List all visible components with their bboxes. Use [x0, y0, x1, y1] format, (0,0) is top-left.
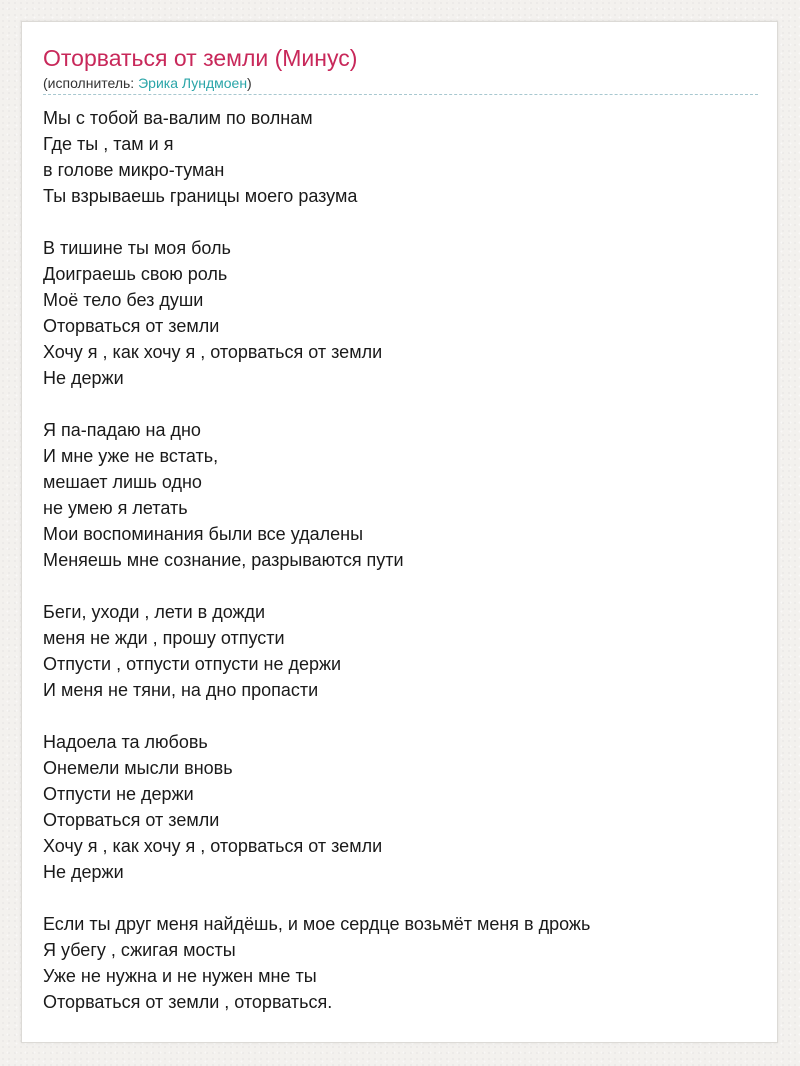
lyrics-card	[21, 21, 778, 1043]
lyric-line: Мои воспоминания были все удалены	[43, 524, 364, 544]
stanza-break	[43, 573, 758, 599]
lyric-line: Ты взрываешь границы моего разума	[43, 186, 358, 206]
lyric-line: Я убегу , сжигая мосты	[43, 940, 236, 960]
lyric-line: Надоела та любовь	[43, 732, 208, 752]
lyric-line: Оторваться от земли , оторваться.	[43, 992, 333, 1012]
title-divider	[43, 94, 758, 95]
artist-line	[43, 74, 252, 92]
lyric-line: Онемели мысли вновь	[43, 758, 233, 778]
lyric-line: в голове микро-туман	[43, 160, 225, 180]
lyric-line: Оторваться от земли	[43, 316, 220, 336]
lyric-line: И мне уже не встать,	[43, 446, 219, 466]
lyric-line: Отпусти , отпусти отпусти не держи	[43, 654, 342, 674]
stanza-break	[43, 885, 758, 911]
lyric-line: В тишине ты моя боль	[43, 238, 231, 258]
lyric-line: не умею я летать	[43, 498, 188, 518]
stanza-break	[43, 209, 758, 235]
lyric-line: Меняешь мне сознание, разрываются пути	[43, 550, 404, 570]
lyric-line: Уже не нужна и не нужен мне ты	[43, 966, 317, 986]
lyric-line: Отпусти не держи	[43, 784, 194, 804]
song-title: Оторваться от земли (Минус)	[43, 45, 358, 71]
lyric-line: Моё тело без души	[43, 290, 204, 310]
lyric-line: меня не жди , прошу отпусти	[43, 628, 285, 648]
artist-prefix: (исполнитель:	[43, 75, 139, 91]
lyric-line: Не держи	[43, 862, 124, 882]
lyric-line: Где ты , там и я	[43, 134, 174, 154]
lyric-line: Хочу я , как хочу я , оторваться от земли	[43, 836, 383, 856]
lyric-line: мешает лишь одно	[43, 472, 202, 492]
lyric-line: Хочу я , как хочу я , оторваться от земли	[43, 342, 383, 362]
lyric-line: Оторваться от земли	[43, 810, 220, 830]
stanza-break	[43, 703, 758, 729]
lyric-line: Беги, уходи , лети в дожди	[43, 602, 266, 622]
lyrics-body	[43, 105, 758, 1015]
lyric-line: Мы с тобой ва-валим по волнам	[43, 108, 313, 128]
lyric-line: Если ты друг меня найдёшь, и мое сердце возьмёт меня в дрожь	[43, 914, 591, 934]
artist-link[interactable]: Эрика Лундмоен	[138, 75, 248, 91]
lyric-line: Я па-падаю на дно	[43, 420, 201, 440]
lyric-line: И меня не тяни, на дно пропасти	[43, 680, 319, 700]
stanza-break	[43, 391, 758, 417]
lyric-line: Не держи	[43, 368, 124, 388]
lyric-line: Доиграешь свою роль	[43, 264, 228, 284]
artist-suffix: )	[247, 75, 252, 91]
